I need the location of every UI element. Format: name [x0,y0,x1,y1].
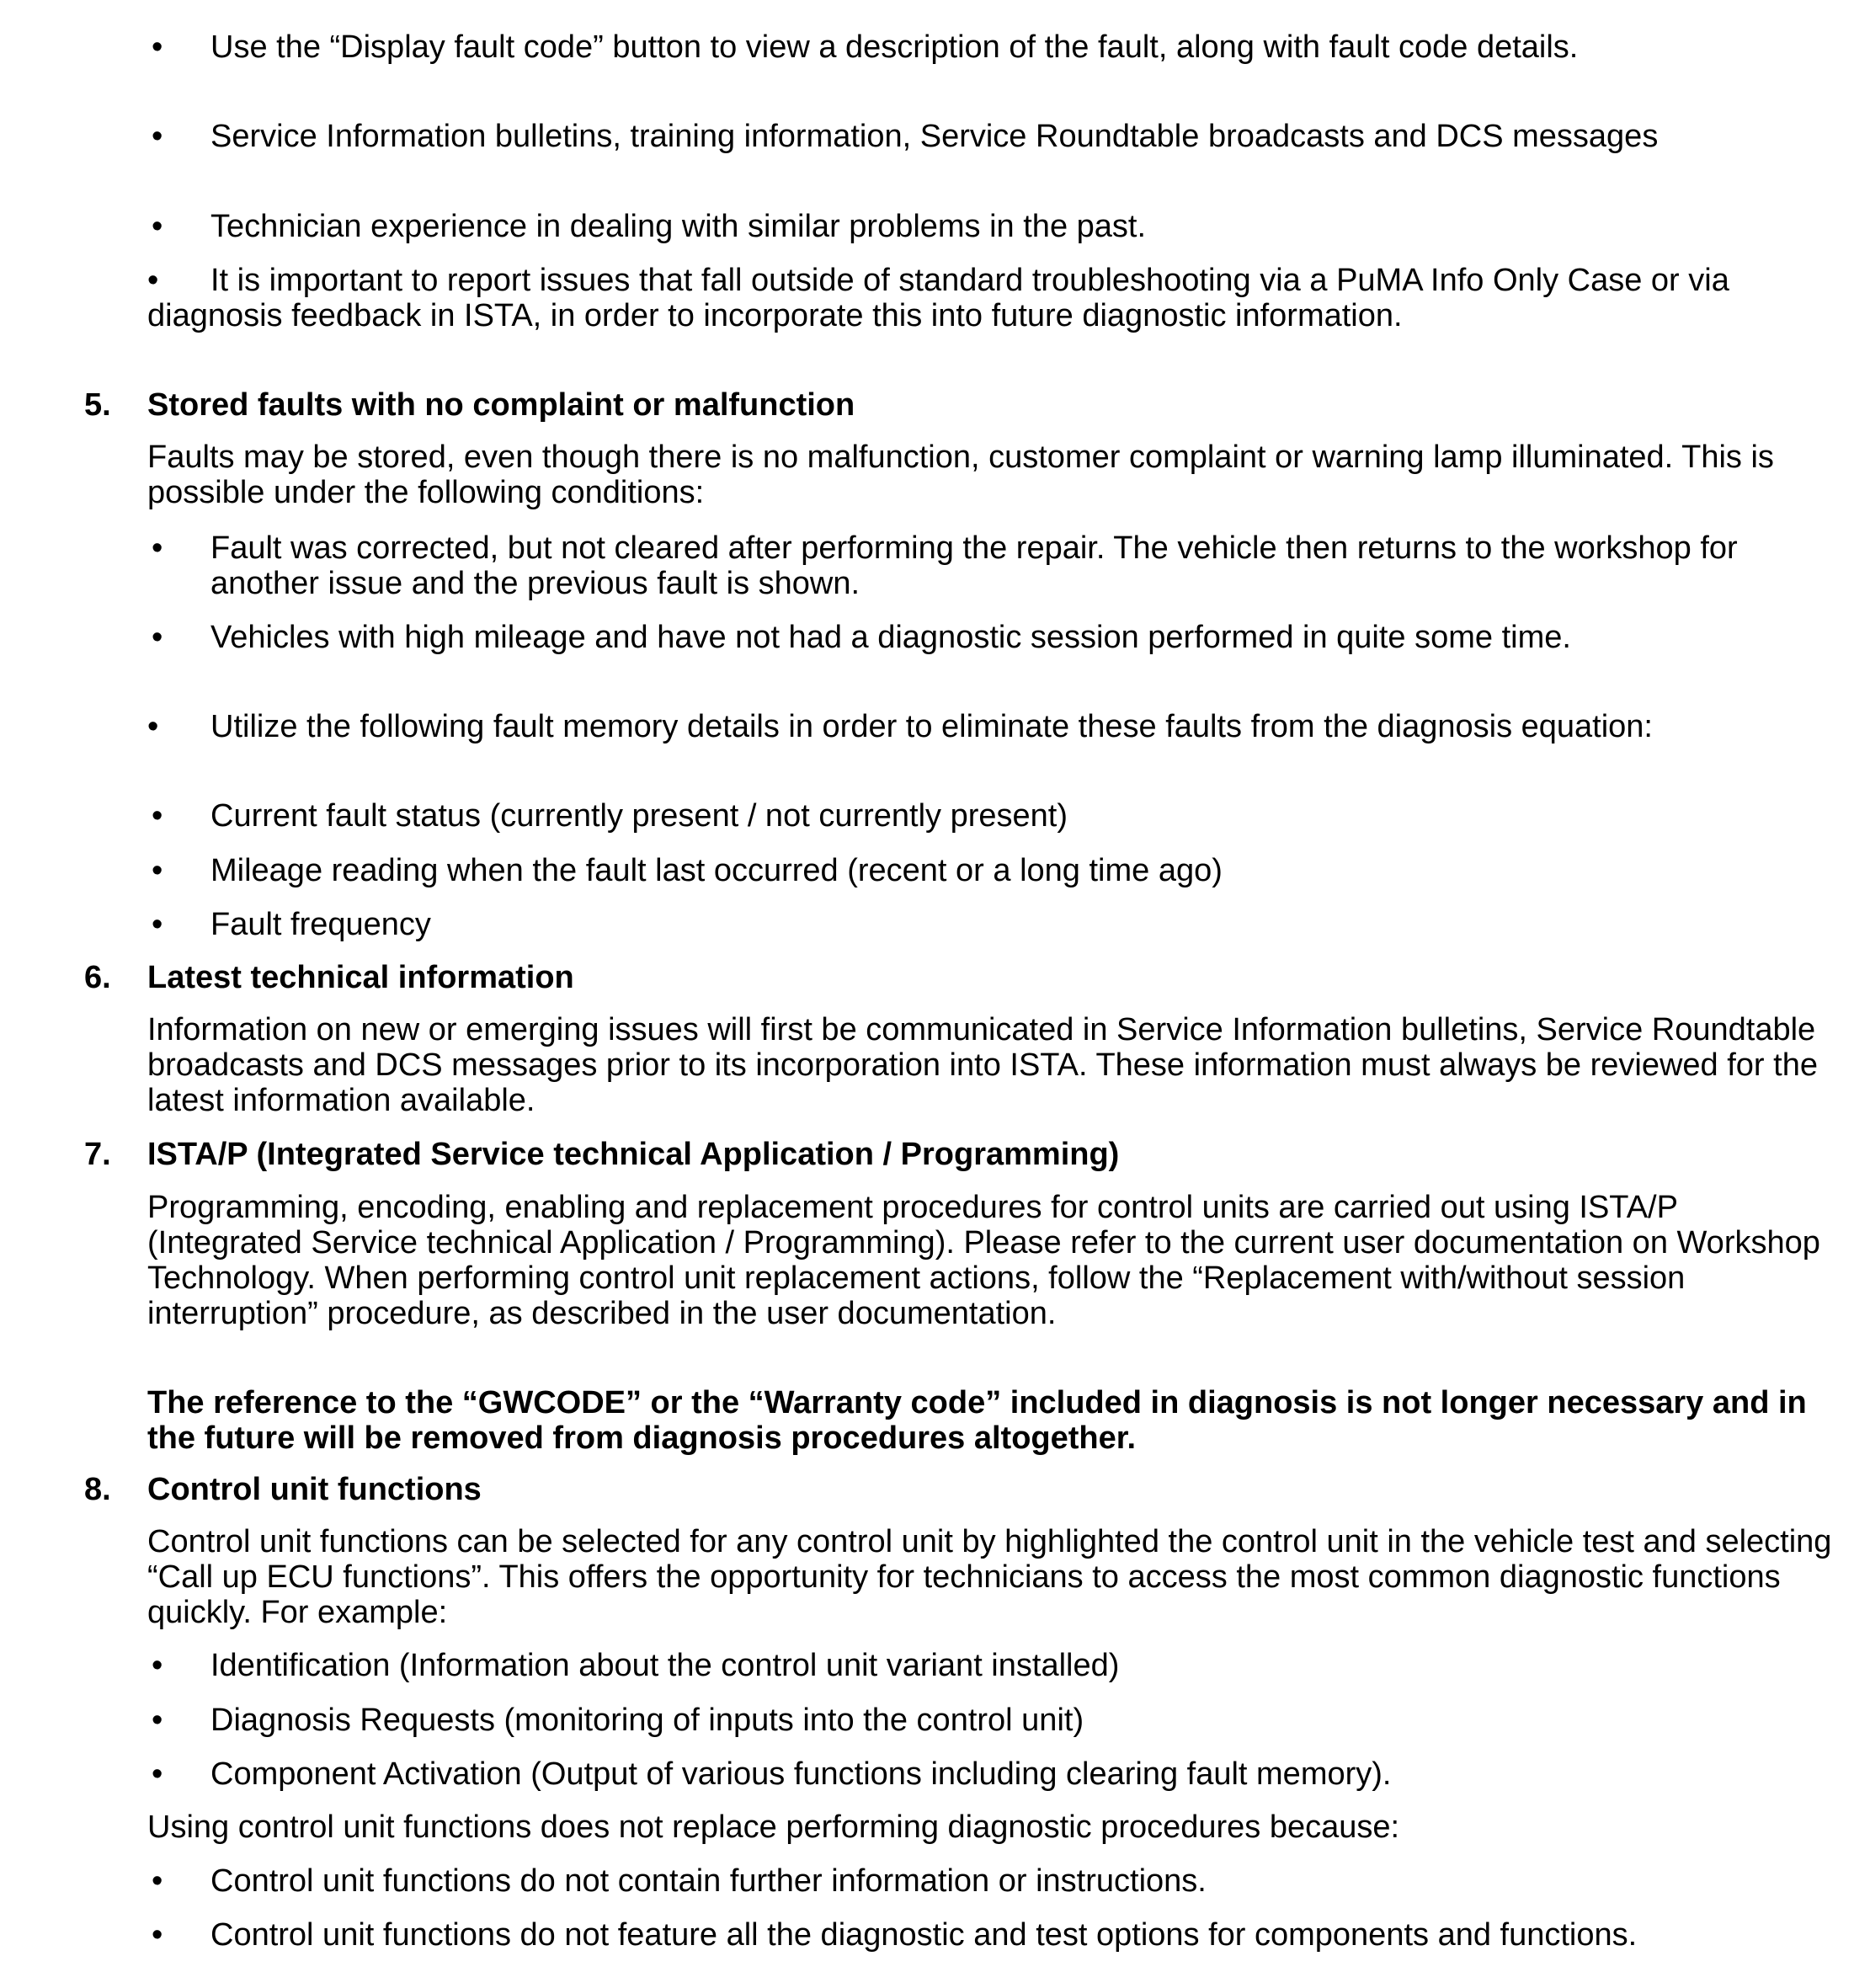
list-item [152,1648,1844,1683]
section-title: Control unit functions [147,1472,482,1507]
list-item-text: Utilize the following fault memory details in order to eliminate these faults from the diagnosis equation: [210,709,1653,744]
section-heading [84,960,1835,995]
list-item-text: Mileage reading when the fault last occurred (recent or a long time ago) [210,853,1223,888]
list-item-text: Identification (Information about the control unit variant installed) [210,1648,1120,1683]
section-number: 5. [84,387,111,423]
section-heading [84,1472,1835,1507]
bullet-icon: • [152,209,163,244]
list-item [152,209,1844,244]
section-note: The reference to the “GWCODE” or the “Warranty code” included in diagnosis is not longer necessary and in the future will be removed from diagnosis procedures altogether. [147,1385,1807,1456]
bullet-icon: • [152,853,163,888]
list-item [152,907,1844,942]
section-number: 6. [84,960,111,995]
list-item [147,709,1840,744]
section-number: 8. [84,1472,111,1507]
bullet-icon: • [147,709,159,744]
list-item-text: Service Information bulletins, training information, Service Roundtable broadcasts and DCS messages [210,119,1659,154]
list-item-text: Fault frequency [210,907,431,942]
bullet-icon: • [147,263,159,298]
section-heading [84,387,1835,423]
section-title: Latest technical information [147,960,574,995]
bullet-icon: • [152,1917,163,1953]
list-item-text: Diagnosis Requests (monitoring of inputs into the control unit) [210,1703,1084,1738]
list-item-text: It is important to report issues that fall outside of standard troubleshooting via a PuMA Info Only Case or via diagnosis feedback in ISTA, in order to incorporate this into future diagnostic information. [147,263,1729,333]
bullet-icon: • [152,1648,163,1683]
section-paragraph: Information on new or emerging issues will first be communicated in Service Information bulletins, Service Roundtable broadcasts and DCS messages prior to its incorporation into ISTA. These information must always be reviewed for the latest information available. [147,1012,1818,1118]
list-item [152,1863,1844,1899]
section-heading [84,1137,1835,1172]
bullet-icon: • [152,1863,163,1899]
list-item [152,1756,1844,1792]
bullet-icon: • [152,907,163,942]
section-number: 7. [84,1137,111,1172]
list-item-text: Fault was corrected, but not cleared after performing the repair. The vehicle then returns to the workshop for another issue and the previous fault is shown. [210,530,1738,601]
bullet-icon: • [152,1703,163,1738]
list-item [147,263,1840,333]
list-item-text: Control unit functions do not feature all the diagnostic and test options for components and functions. [210,1917,1638,1953]
section-paragraph: Using control unit functions does not replace performing diagnostic procedures because: [147,1809,1400,1845]
list-item [152,1917,1844,1953]
list-item-text: Vehicles with high mileage and have not had a diagnostic session performed in quite some time. [210,620,1571,655]
bullet-icon: • [152,530,163,566]
section-paragraph: Programming, encoding, enabling and replacement procedures for control units are carried out using ISTA/P (Integrated Service technical Application / Programming). Please refer to the current user documentation on Workshop Technology. When performing control unit replacement actions, follow the “Replacement with/without session interruption” procedure, as described in the user documentation. [147,1190,1820,1331]
list-item [152,798,1844,834]
bullet-icon: • [152,798,163,834]
bullet-icon: • [152,29,163,65]
list-item [152,1703,1844,1738]
list-item-text: Current fault status (currently present / not currently present) [210,798,1068,834]
section-paragraph: Faults may be stored, even though there is no malfunction, customer complaint or warning lamp illuminated. This is possible under the following conditions: [147,440,1774,510]
list-item [152,119,1844,154]
list-item [152,620,1844,655]
list-item-text: Technician experience in dealing with similar problems in the past. [210,209,1147,244]
list-item [152,530,1844,601]
bullet-icon: • [152,1756,163,1792]
list-item [152,853,1844,888]
bullet-icon: • [152,119,163,154]
section-title: Stored faults with no complaint or malfunction [147,387,855,423]
list-item-text: Control unit functions do not contain further information or instructions. [210,1863,1207,1899]
section-title: ISTA/P (Integrated Service technical Application / Programming) [147,1137,1120,1172]
bullet-icon: • [152,620,163,655]
list-item-text: Use the “Display fault code” button to view a description of the fault, along with fault code details. [210,29,1579,65]
section-paragraph: Control unit functions can be selected for any control unit by highlighted the control unit in the vehicle test and selecting “Call up ECU functions”. This offers the opportunity for technicians to access the most common diagnostic functions quickly. For example: [147,1524,1832,1630]
list-item [152,29,1844,65]
list-item-text: Component Activation (Output of various functions including clearing fault memory). [210,1756,1392,1792]
